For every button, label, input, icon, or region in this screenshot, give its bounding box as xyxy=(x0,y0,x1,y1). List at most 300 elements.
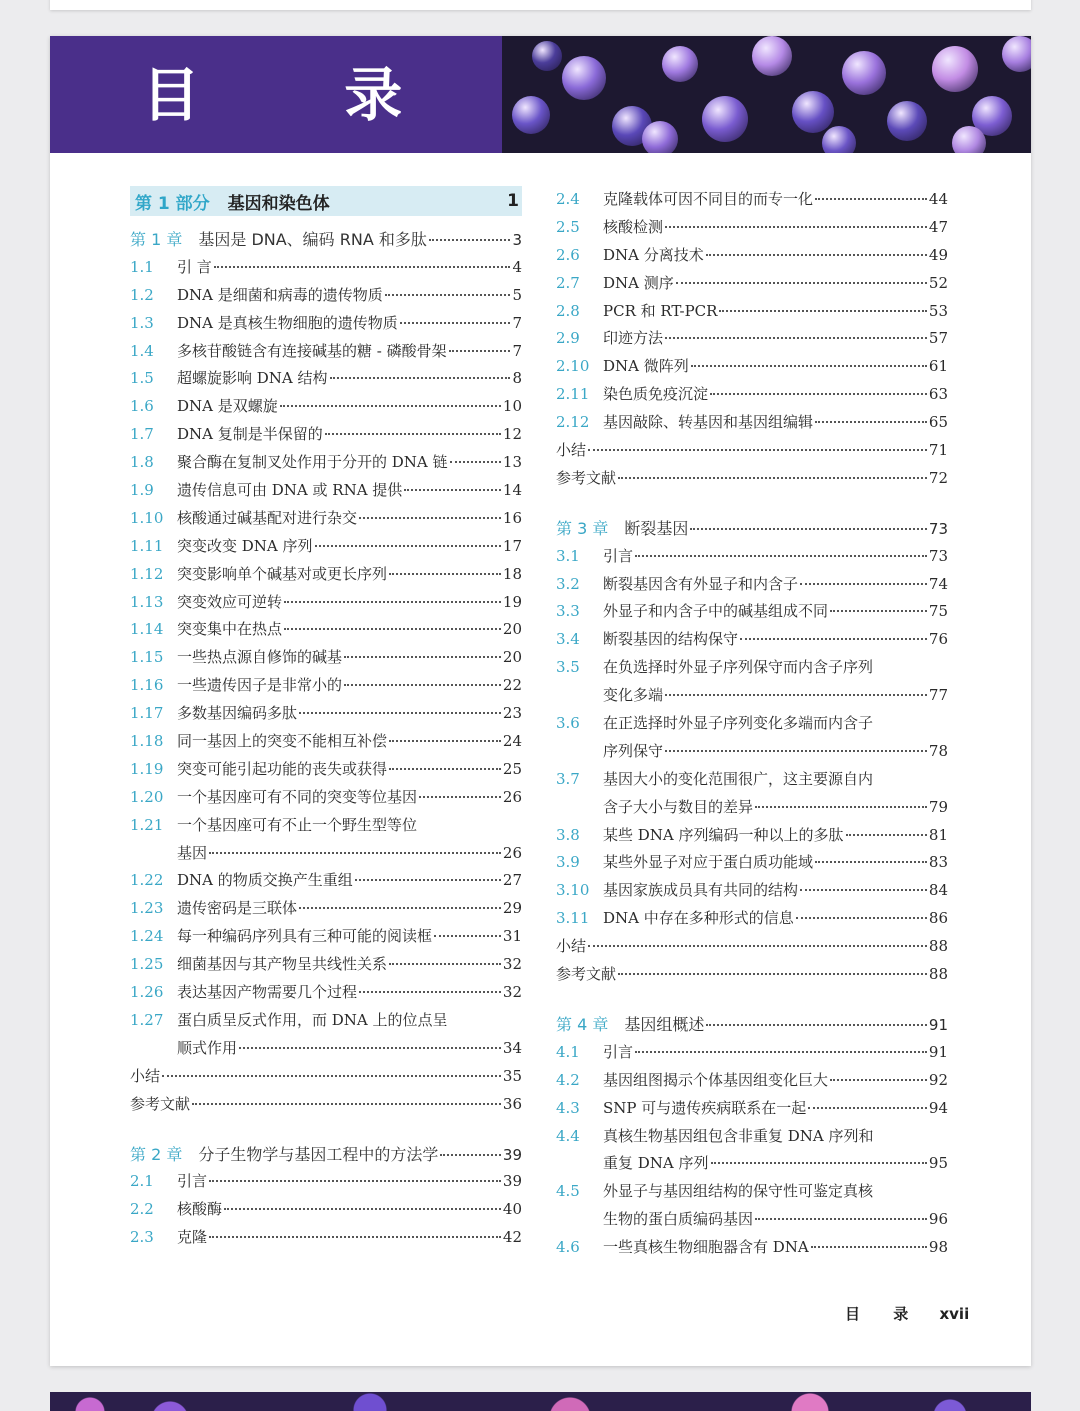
toc-entry[interactable] xyxy=(130,1007,522,1035)
dot-leader xyxy=(711,1162,927,1164)
section-title: 遗传信息可由 DNA 或 RNA 提供 xyxy=(177,481,403,500)
section-number: 2.8 xyxy=(556,301,580,320)
page-number: 65 xyxy=(928,413,948,432)
section-number: 3.9 xyxy=(556,853,580,872)
toc-entry-continued[interactable] xyxy=(556,794,948,822)
toc-entry[interactable] xyxy=(556,437,948,465)
dot-leader xyxy=(192,1103,501,1105)
section-title: 超螺旋影响 DNA 结构 xyxy=(177,369,328,388)
section-title: DNA 微阵列 xyxy=(603,357,689,376)
page-number: 81 xyxy=(928,825,948,844)
page-number: 63 xyxy=(928,385,948,404)
toc-entry[interactable] xyxy=(556,822,948,850)
toc-entry[interactable] xyxy=(556,710,948,738)
section-title: 印迹方法 xyxy=(603,329,664,348)
page-number: 8 xyxy=(512,369,522,388)
toc-entry[interactable] xyxy=(556,626,948,654)
dot-leader xyxy=(665,750,927,752)
page-number: 7 xyxy=(512,313,522,332)
dot-leader xyxy=(429,239,511,241)
page-number: 35 xyxy=(502,1066,522,1085)
page-footer xyxy=(845,1303,969,1324)
dot-leader xyxy=(719,310,926,312)
section-number: 4.4 xyxy=(556,1126,580,1145)
chapter-heading[interactable] xyxy=(556,1011,948,1039)
dot-leader xyxy=(344,684,501,686)
toc-entry[interactable] xyxy=(130,282,522,310)
page-number: 7 xyxy=(512,341,522,360)
page-number: 94 xyxy=(928,1098,948,1117)
toc-entry[interactable] xyxy=(556,849,948,877)
toc-entry[interactable] xyxy=(130,561,522,589)
section-title: 一些遗传因子是非常小的 xyxy=(177,676,343,695)
toc-entry[interactable] xyxy=(556,598,948,626)
section-title-cont: 含子大小与数目的差异 xyxy=(603,797,754,816)
section-number: 2.2 xyxy=(130,1200,154,1219)
section-number: 3.2 xyxy=(556,574,580,593)
toc-entry[interactable] xyxy=(130,477,522,505)
section-number: 3.5 xyxy=(556,658,580,677)
toc-entry[interactable] xyxy=(130,756,522,784)
section-number: 1.16 xyxy=(130,676,164,695)
dot-leader xyxy=(214,266,511,268)
section-number: 3.6 xyxy=(556,714,580,733)
section-number: 1.17 xyxy=(130,704,164,723)
page-number: 49 xyxy=(928,245,948,264)
toc-entry[interactable] xyxy=(130,1091,522,1119)
section-number: 1.22 xyxy=(130,871,164,890)
page-number: 72 xyxy=(928,468,948,487)
page-number: 23 xyxy=(502,704,522,723)
molecule-sphere xyxy=(1002,36,1031,72)
section-title: 参考文献 xyxy=(130,1094,191,1113)
page-number: 61 xyxy=(928,357,948,376)
toc-entry[interactable] xyxy=(130,700,522,728)
section-title: 核酸酶 xyxy=(177,1200,223,1219)
section-number: 1.6 xyxy=(130,397,154,416)
toc-entry[interactable] xyxy=(556,1095,948,1123)
section-title: 突变影响单个碱基对或更长序列 xyxy=(177,564,388,583)
page-number: 71 xyxy=(928,441,948,460)
molecule-sphere xyxy=(752,36,792,76)
section-title: 基因组图揭示个体基因组变化巨大 xyxy=(603,1070,829,1089)
toc-entry[interactable] xyxy=(130,365,522,393)
dot-leader xyxy=(755,1218,927,1220)
dot-leader xyxy=(344,656,501,658)
page-number: 73 xyxy=(928,519,948,538)
toc-entry[interactable] xyxy=(556,766,948,794)
dot-leader xyxy=(796,917,927,919)
toc-entry[interactable] xyxy=(130,728,522,756)
dot-leader xyxy=(635,555,927,557)
toc-entry-continued[interactable] xyxy=(556,738,948,766)
dot-leader xyxy=(449,350,511,352)
section-number: 1.26 xyxy=(130,983,164,1002)
chapter-heading[interactable] xyxy=(556,515,948,543)
toc-entry[interactable] xyxy=(130,812,522,840)
section-title: DNA 复制是半保留的 xyxy=(177,425,323,444)
section-title: PCR 和 RT-PCR xyxy=(603,301,718,320)
toc-entry[interactable] xyxy=(130,951,522,979)
toc-entry[interactable] xyxy=(130,533,522,561)
dot-leader xyxy=(404,489,501,491)
dot-leader xyxy=(315,545,501,547)
section-title-cont: 生物的蛋白质编码基因 xyxy=(603,1210,754,1229)
toc-entry[interactable] xyxy=(130,505,522,533)
toc-entry[interactable] xyxy=(556,1234,948,1262)
dot-leader xyxy=(690,528,927,530)
chapter-heading[interactable] xyxy=(130,1141,522,1169)
toc-entry[interactable] xyxy=(130,895,522,923)
page-number: 16 xyxy=(502,508,522,527)
toc-entry[interactable] xyxy=(556,353,948,381)
section-title: DNA 是细菌和病毒的遗传物质 xyxy=(177,285,383,304)
section-title: 引言 xyxy=(603,1042,634,1061)
section-number: 1.27 xyxy=(130,1010,164,1029)
toc-entry[interactable] xyxy=(556,298,948,326)
page-number: 26 xyxy=(502,843,522,862)
section-title: 蛋白质呈反式作用，而 DNA 上的位点呈 xyxy=(177,1010,448,1029)
section-title: 突变效应可逆转 xyxy=(177,592,283,611)
toc-entry[interactable] xyxy=(130,1168,522,1196)
section-number: 3.1 xyxy=(556,546,580,565)
section-title: 遗传密码是三联体 xyxy=(177,899,298,918)
section-number: 1.3 xyxy=(130,313,154,332)
section-number: 2.6 xyxy=(556,245,580,264)
section-title: 小结 xyxy=(130,1066,161,1085)
section-title: DNA 的物质交换产生重组 xyxy=(177,871,353,890)
molecule-sphere xyxy=(702,96,748,142)
section-number: 1.9 xyxy=(130,481,154,500)
toc-entry[interactable] xyxy=(556,214,948,242)
dot-leader xyxy=(815,198,927,200)
page-number: 34 xyxy=(502,1038,522,1057)
dot-leader xyxy=(815,421,927,423)
toc-entry[interactable] xyxy=(556,543,948,571)
toc-page xyxy=(50,36,1031,1366)
toc-entry[interactable] xyxy=(130,616,522,644)
section-title: 细菌基因与其产物呈共线性关系 xyxy=(177,955,388,974)
dot-leader xyxy=(419,796,501,798)
section-title: 基因大小的变化范围很广，这主要源自内 xyxy=(603,769,874,788)
part-heading[interactable] xyxy=(130,186,522,216)
section-number: 1.20 xyxy=(130,787,164,806)
section-title: 核酸检测 xyxy=(603,217,664,236)
molecule-sphere xyxy=(512,96,550,134)
page-number: 31 xyxy=(502,927,522,946)
page-number: 14 xyxy=(502,481,522,500)
section-number: 3.10 xyxy=(556,881,590,900)
section-title: 某些 DNA 序列编码一种以上的多肽 xyxy=(603,825,844,844)
toc-column-left xyxy=(130,186,522,1252)
section-title: 参考文献 xyxy=(556,965,617,984)
page-number: 18 xyxy=(502,564,522,583)
section-number: 1.14 xyxy=(130,620,164,639)
section-number: 3.7 xyxy=(556,769,580,788)
dot-leader xyxy=(588,945,927,947)
toc-entry[interactable] xyxy=(130,784,522,812)
section-number: 1.2 xyxy=(130,285,154,304)
section-number: 4.6 xyxy=(556,1238,580,1257)
dot-leader xyxy=(389,768,501,770)
chapter-number: 第 1 章 xyxy=(130,230,183,249)
section-title: DNA 是双螺旋 xyxy=(177,397,278,416)
page-number: 88 xyxy=(928,965,948,984)
toc-entry[interactable] xyxy=(130,449,522,477)
toc-entry-continued[interactable] xyxy=(556,1206,948,1234)
section-number: 3.11 xyxy=(556,909,590,928)
molecule-sphere xyxy=(532,41,562,71)
toc-entry[interactable] xyxy=(130,310,522,338)
section-title: 真核生物基因组包含非重复 DNA 序列和 xyxy=(603,1126,874,1145)
section-title-cont: 变化多端 xyxy=(603,686,664,705)
section-title: 染色质免疫沉淀 xyxy=(603,385,709,404)
section-title: 某些外显子对应于蛋白质功能域 xyxy=(603,853,814,872)
toc-entry[interactable] xyxy=(556,961,948,989)
toc-entry-continued[interactable] xyxy=(556,682,948,710)
molecule-sphere xyxy=(792,91,834,133)
section-title: 克隆 xyxy=(177,1228,208,1247)
toc-entry-continued[interactable] xyxy=(130,840,522,868)
molecule-sphere xyxy=(842,51,886,95)
toc-entry[interactable] xyxy=(130,254,522,282)
section-title: 引言 xyxy=(603,546,634,565)
dot-leader xyxy=(330,377,511,379)
page-number: 10 xyxy=(502,397,522,416)
section-number: 3.4 xyxy=(556,630,580,649)
part-page: 1 xyxy=(507,191,519,211)
next-page-edge xyxy=(50,1392,1031,1411)
dot-leader xyxy=(359,517,501,519)
section-number: 1.5 xyxy=(130,369,154,388)
section-title: DNA 分离技术 xyxy=(603,245,704,264)
section-number: 2.12 xyxy=(556,413,590,432)
page-number: 12 xyxy=(502,425,522,444)
page-number: 20 xyxy=(502,648,522,667)
toc-entry[interactable] xyxy=(130,867,522,895)
page-number: xvii xyxy=(939,1305,970,1323)
molecule-sphere xyxy=(932,46,978,92)
section-title: 一些热点源自修饰的碱基 xyxy=(177,648,343,667)
toc-entry[interactable] xyxy=(556,1067,948,1095)
section-number: 1.10 xyxy=(130,508,164,527)
section-number: 4.2 xyxy=(556,1070,580,1089)
page-number: 39 xyxy=(502,1145,522,1164)
toc-entry[interactable] xyxy=(556,654,948,682)
page-number: 24 xyxy=(502,732,522,751)
dot-leader xyxy=(706,1024,927,1026)
page-number: 44 xyxy=(928,190,948,208)
dot-leader xyxy=(299,712,501,714)
toc-entry[interactable] xyxy=(556,242,948,270)
chapter-number: 第 3 章 xyxy=(556,518,609,538)
page-number: 98 xyxy=(928,1238,948,1257)
section-number: 1.4 xyxy=(130,341,154,360)
section-number: 4.3 xyxy=(556,1098,580,1117)
page-number: 86 xyxy=(928,909,948,928)
dot-leader xyxy=(740,638,927,640)
section-title: 突变改变 DNA 序列 xyxy=(177,536,313,555)
section-title: 一个基因座可有不止一个野生型等位 xyxy=(177,815,418,834)
chapter-title: 基因是 DNA、编码 RNA 和多肽 xyxy=(198,230,427,249)
dot-leader xyxy=(284,628,501,630)
molecule-sphere xyxy=(952,126,986,153)
page-number: 5 xyxy=(512,285,522,304)
section-number: 2.4 xyxy=(556,190,580,208)
page-number: 74 xyxy=(928,574,948,593)
toc-entry[interactable] xyxy=(556,381,948,409)
dot-leader xyxy=(665,694,927,696)
toc-entry[interactable] xyxy=(130,338,522,366)
toc-entry[interactable] xyxy=(130,421,522,449)
page-number: 91 xyxy=(928,1042,948,1061)
toc-entry[interactable] xyxy=(556,933,948,961)
section-number: 3.3 xyxy=(556,602,580,621)
chapter-title: 基因组概述 xyxy=(624,1014,705,1034)
page-number: 29 xyxy=(502,899,522,918)
dot-leader xyxy=(389,740,501,742)
dot-leader xyxy=(284,601,501,603)
dot-leader xyxy=(846,834,927,836)
section-number: 1.12 xyxy=(130,564,164,583)
page-number: 88 xyxy=(928,937,948,956)
section-title: 外显子与基因组结构的保守性可鉴定真核 xyxy=(603,1182,874,1201)
page-number: 83 xyxy=(928,853,948,872)
page-number: 76 xyxy=(928,630,948,649)
dot-leader xyxy=(815,861,927,863)
section-number: 2.5 xyxy=(556,217,580,236)
toc-entry[interactable] xyxy=(556,409,948,437)
molecule-sphere xyxy=(642,121,678,153)
dot-leader xyxy=(618,973,927,975)
page-number: 4 xyxy=(512,257,522,276)
dot-leader xyxy=(588,449,927,451)
toc-entry[interactable] xyxy=(556,905,948,933)
page-number: 39 xyxy=(502,1172,522,1191)
toc-entry[interactable] xyxy=(556,465,948,493)
toc-entry[interactable] xyxy=(556,1039,948,1067)
section-title: 引言 xyxy=(177,1172,208,1191)
toc-entry-continued[interactable] xyxy=(130,1035,522,1063)
toc-entry[interactable] xyxy=(130,1196,522,1224)
dot-leader xyxy=(239,1047,501,1049)
section-number: 4.1 xyxy=(556,1042,580,1061)
toc-list-left xyxy=(130,226,522,1252)
section-number: 1.24 xyxy=(130,927,164,946)
toc-entry[interactable] xyxy=(130,1063,522,1091)
section-title: DNA 是真核生物细胞的遗传物质 xyxy=(177,313,398,332)
toc-entry[interactable] xyxy=(556,571,948,599)
page-number: 47 xyxy=(928,217,948,236)
section-number: 1.25 xyxy=(130,955,164,974)
chapter-heading[interactable] xyxy=(130,226,522,254)
spacer xyxy=(130,1119,522,1141)
page-number: 52 xyxy=(928,273,948,292)
section-number: 3.8 xyxy=(556,825,580,844)
page-number: 20 xyxy=(502,620,522,639)
section-number: 2.3 xyxy=(130,1228,154,1247)
toc-entry[interactable] xyxy=(130,644,522,672)
toc-entry-continued[interactable] xyxy=(556,1150,948,1178)
toc-entry[interactable] xyxy=(556,270,948,298)
molecule-sphere xyxy=(662,46,698,82)
dot-leader xyxy=(224,1208,501,1210)
toc-entry[interactable] xyxy=(556,325,948,353)
toc-entry[interactable] xyxy=(130,393,522,421)
dot-leader xyxy=(710,393,927,395)
dot-leader xyxy=(440,1154,501,1156)
page-number: 91 xyxy=(928,1015,948,1034)
dot-leader xyxy=(209,1236,501,1238)
toc-entry[interactable] xyxy=(130,979,522,1007)
toc-entry[interactable] xyxy=(556,1178,948,1206)
dot-leader xyxy=(299,907,501,909)
chapter-number: 第 2 章 xyxy=(130,1144,183,1164)
section-title: 多数基因编码多肽 xyxy=(177,704,298,723)
section-title: 核酸通过碱基配对进行杂交 xyxy=(177,508,358,527)
toc-entry[interactable] xyxy=(130,589,522,617)
dot-leader xyxy=(355,879,501,881)
section-title-cont: 基因 xyxy=(177,843,208,862)
section-number: 2.10 xyxy=(556,357,590,376)
toc-entry[interactable] xyxy=(556,186,948,214)
page-number: 79 xyxy=(928,797,948,816)
section-title: 断裂基因含有外显子和内含子 xyxy=(603,574,799,593)
section-number: 1.1 xyxy=(130,257,154,276)
section-number: 1.11 xyxy=(130,536,164,555)
section-title: 多核苷酸链含有连接碱基的糖 - 磷酸骨架 xyxy=(177,341,447,360)
section-title: 外显子和内含子中的碱基组成不同 xyxy=(603,602,829,621)
section-number: 1.15 xyxy=(130,648,164,667)
page-number: 19 xyxy=(502,592,522,611)
molecule-sphere xyxy=(822,126,856,153)
section-title: 表达基因产物需要几个过程 xyxy=(177,983,358,1002)
dot-leader xyxy=(325,433,501,435)
dot-leader xyxy=(706,254,927,256)
dot-leader xyxy=(830,1079,927,1081)
page-number: 73 xyxy=(928,546,948,565)
toc-entry[interactable] xyxy=(130,672,522,700)
section-number: 1.23 xyxy=(130,899,164,918)
page-number: 75 xyxy=(928,602,948,621)
page-header xyxy=(50,36,1031,153)
section-title: 聚合酶在复制叉处作用于分开的 DNA 链 xyxy=(177,453,448,472)
part-title: 基因和染色体 xyxy=(227,193,330,214)
section-title: 基因敲除、转基因和基因组编辑 xyxy=(603,413,814,432)
toc-entry[interactable] xyxy=(130,1224,522,1252)
section-title: 一些真核生物细胞器含有 DNA xyxy=(603,1238,809,1257)
dot-leader xyxy=(162,1075,501,1077)
chapter-number: 第 4 章 xyxy=(556,1014,609,1034)
toc-entry[interactable] xyxy=(130,923,522,951)
section-title: 突变集中在热点 xyxy=(177,620,283,639)
dot-leader xyxy=(400,322,511,324)
dot-leader xyxy=(665,226,927,228)
spacer xyxy=(556,493,948,515)
part-number: 第 1 部分 xyxy=(135,193,210,214)
page-number: 32 xyxy=(502,983,522,1002)
page-number: 42 xyxy=(502,1228,522,1247)
toc-entry[interactable] xyxy=(556,877,948,905)
page-number: 78 xyxy=(928,741,948,760)
dot-leader xyxy=(450,461,501,463)
section-title: 同一基因上的突变不能相互补偿 xyxy=(177,732,388,751)
dot-leader xyxy=(665,337,927,339)
section-number: 1.21 xyxy=(130,815,164,834)
toc-entry[interactable] xyxy=(556,1123,948,1151)
dot-leader xyxy=(618,477,927,479)
dot-leader xyxy=(389,573,501,575)
